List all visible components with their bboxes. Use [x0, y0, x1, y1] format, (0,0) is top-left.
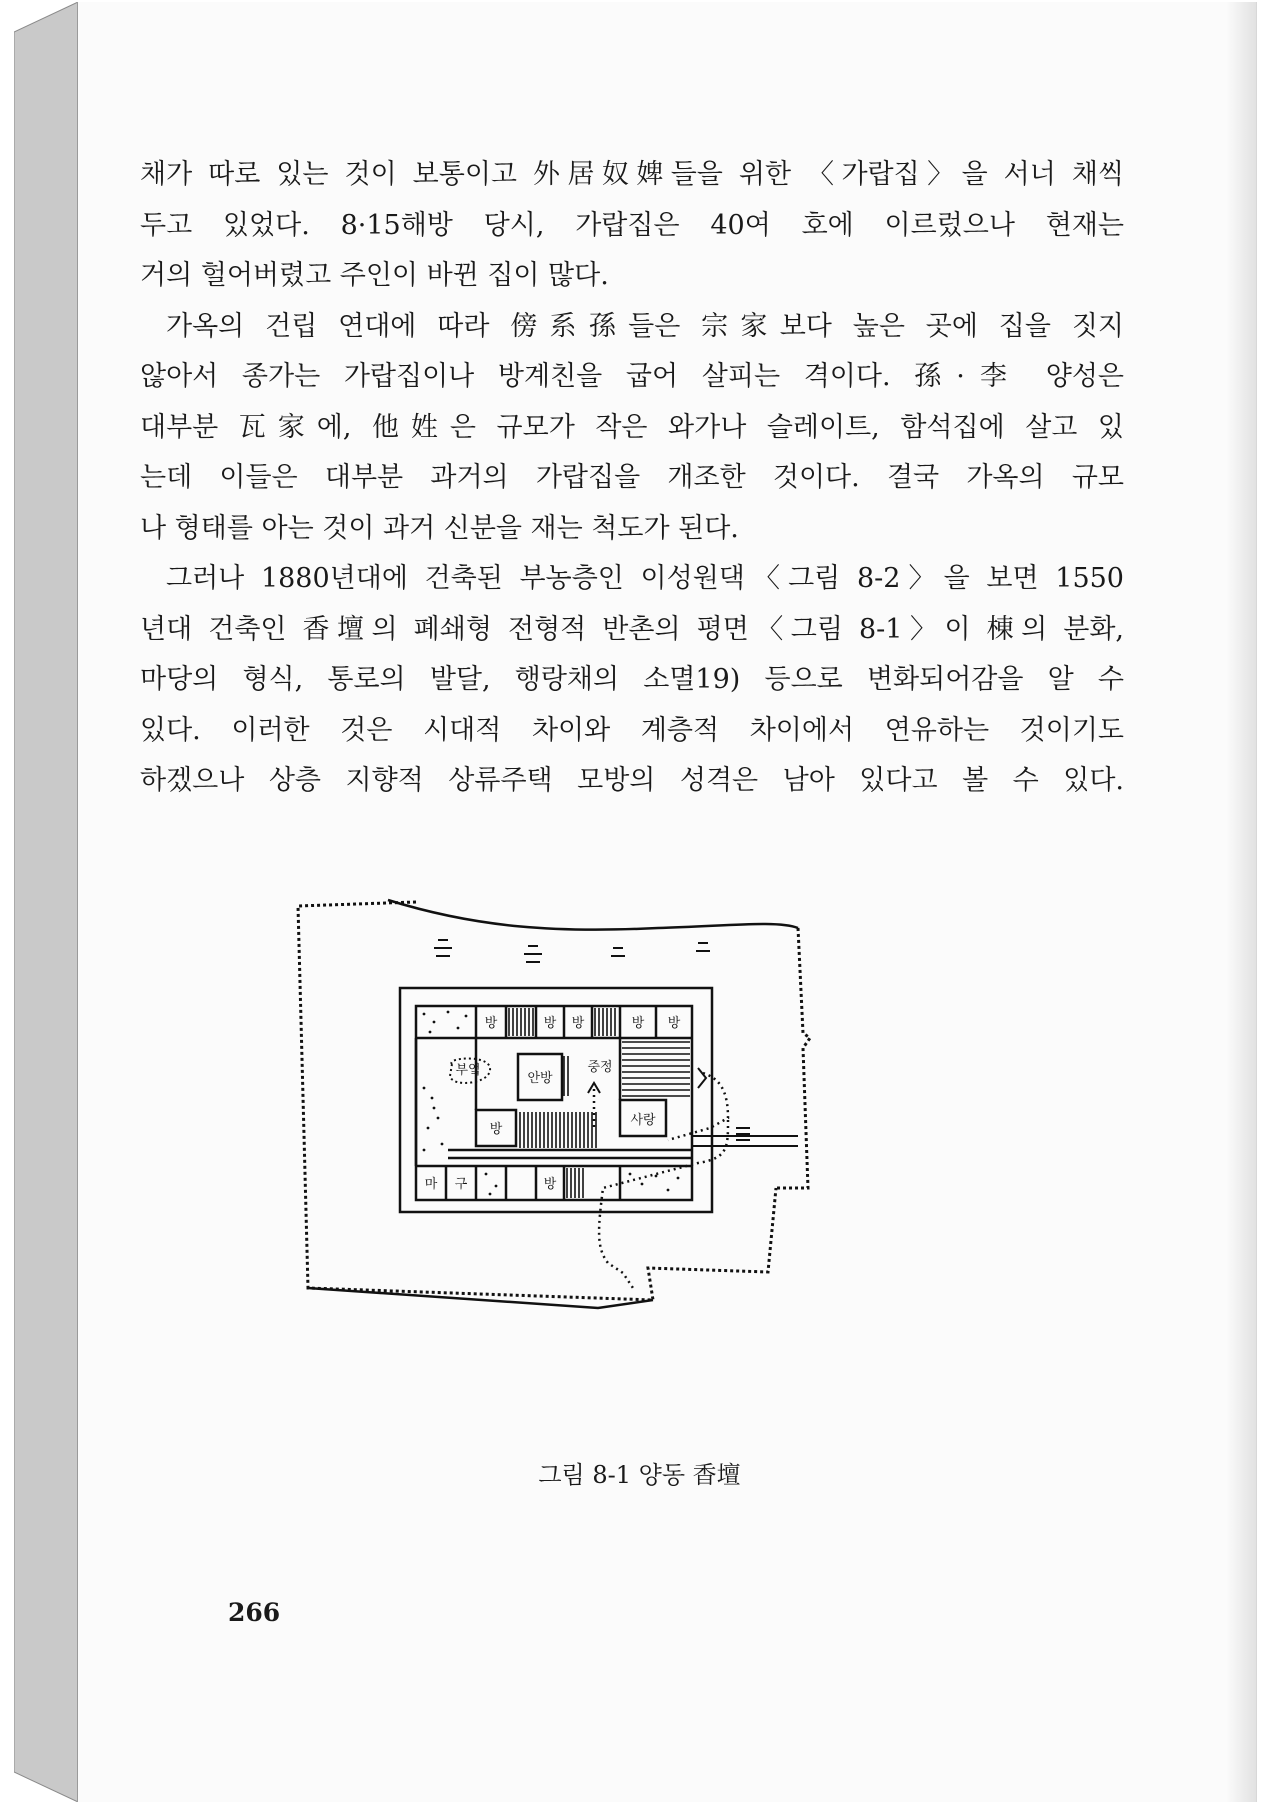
room-label-bang: 방 [631, 1016, 645, 1031]
text-line: 않아서 종가는 가랍집이나 방계친을 굽어 살피는 격이다. 孫·李 양성은 [140, 361, 1124, 392]
text-line: 는데 이들은 대부분 과거의 가랍집을 개조한 것이다. 결국 가옥의 규모 [140, 462, 1124, 493]
text-line: 두고 있었다. 8·15해방 당시, 가랍집은 40여 호에 이르렀으나 현재는 [140, 209, 1124, 241]
text-line: 채가 따로 있는 것이 보통이고 外居奴婢들을 위한 〈가랍집〉을 서너 채씩 [140, 159, 1124, 190]
paragraph-1 [140, 150, 1124, 302]
room-label-bang: 방 [543, 1016, 557, 1031]
main-house [416, 1006, 692, 1200]
room-label-bang: 방 [667, 1016, 681, 1031]
room-label-gu: 구 [454, 1177, 468, 1192]
room-label-anbang: 안방 [527, 1071, 553, 1086]
figure-caption: 그림 8-1 양동 香壇 [538, 1461, 741, 1489]
room-label-sarang: 사랑 [630, 1113, 656, 1128]
text-line: 거의 헐어버렸고 주인이 바뀐 집이 많다. [140, 260, 609, 291]
book-spine [14, 2, 80, 1802]
page-number: 266 [228, 1598, 281, 1627]
room-label-ma: 마 [424, 1177, 438, 1192]
text-line: 하겠으나 상층 지향적 상류주택 모방의 성격은 남아 있다고 볼 수 있다. [140, 765, 1124, 796]
body-text [140, 150, 1124, 807]
room-label-bang: 방 [489, 1122, 503, 1137]
east-wall [776, 928, 810, 1188]
text-line: 대부분 瓦家에, 他姓은 규모가 작은 와가나 슬레이트, 함석집에 살고 있 [140, 411, 1124, 443]
paragraph-3 [140, 554, 1124, 807]
room-label-bang: 방 [571, 1016, 585, 1031]
text-line: 나 형태를 아는 것이 과거 신분을 재는 척도가 된다. [140, 512, 739, 544]
text-line: 마당의 형식, 통로의 발달, 행랑채의 소멸19) 등으로 변화되어감을 알 수 [140, 664, 1124, 695]
room-label-bang: 방 [484, 1016, 498, 1031]
paragraph-2 [140, 302, 1124, 555]
circulation-path [594, 1073, 728, 1288]
room-label-bueok: 부엌 [455, 1063, 481, 1078]
hill-ridge [388, 900, 798, 930]
room-label-jungjeong: 중정 [587, 1060, 613, 1075]
floor-plan-figure [258, 888, 898, 1408]
text-line: 있다. 이러한 것은 시대적 차이와 계층적 차이에서 연유하는 것이기도 [140, 714, 1124, 746]
text-line: 그러나 1880년대에 건축된 부농층인 이성원댁〈그림 8-2〉을 보면 1550 [166, 563, 1124, 594]
text-line: 년대 건축인 香壇의 폐쇄형 전형적 반촌의 평면〈그림 8-1〉이 棟의 분화, [140, 613, 1124, 645]
page-edge-shadow [1226, 2, 1256, 1802]
room-label-bang: 방 [543, 1177, 557, 1192]
text-line: 가옥의 건립 연대에 따라 傍系孫들은 宗家보다 높은 곳에 집을 짓지 [166, 310, 1124, 342]
